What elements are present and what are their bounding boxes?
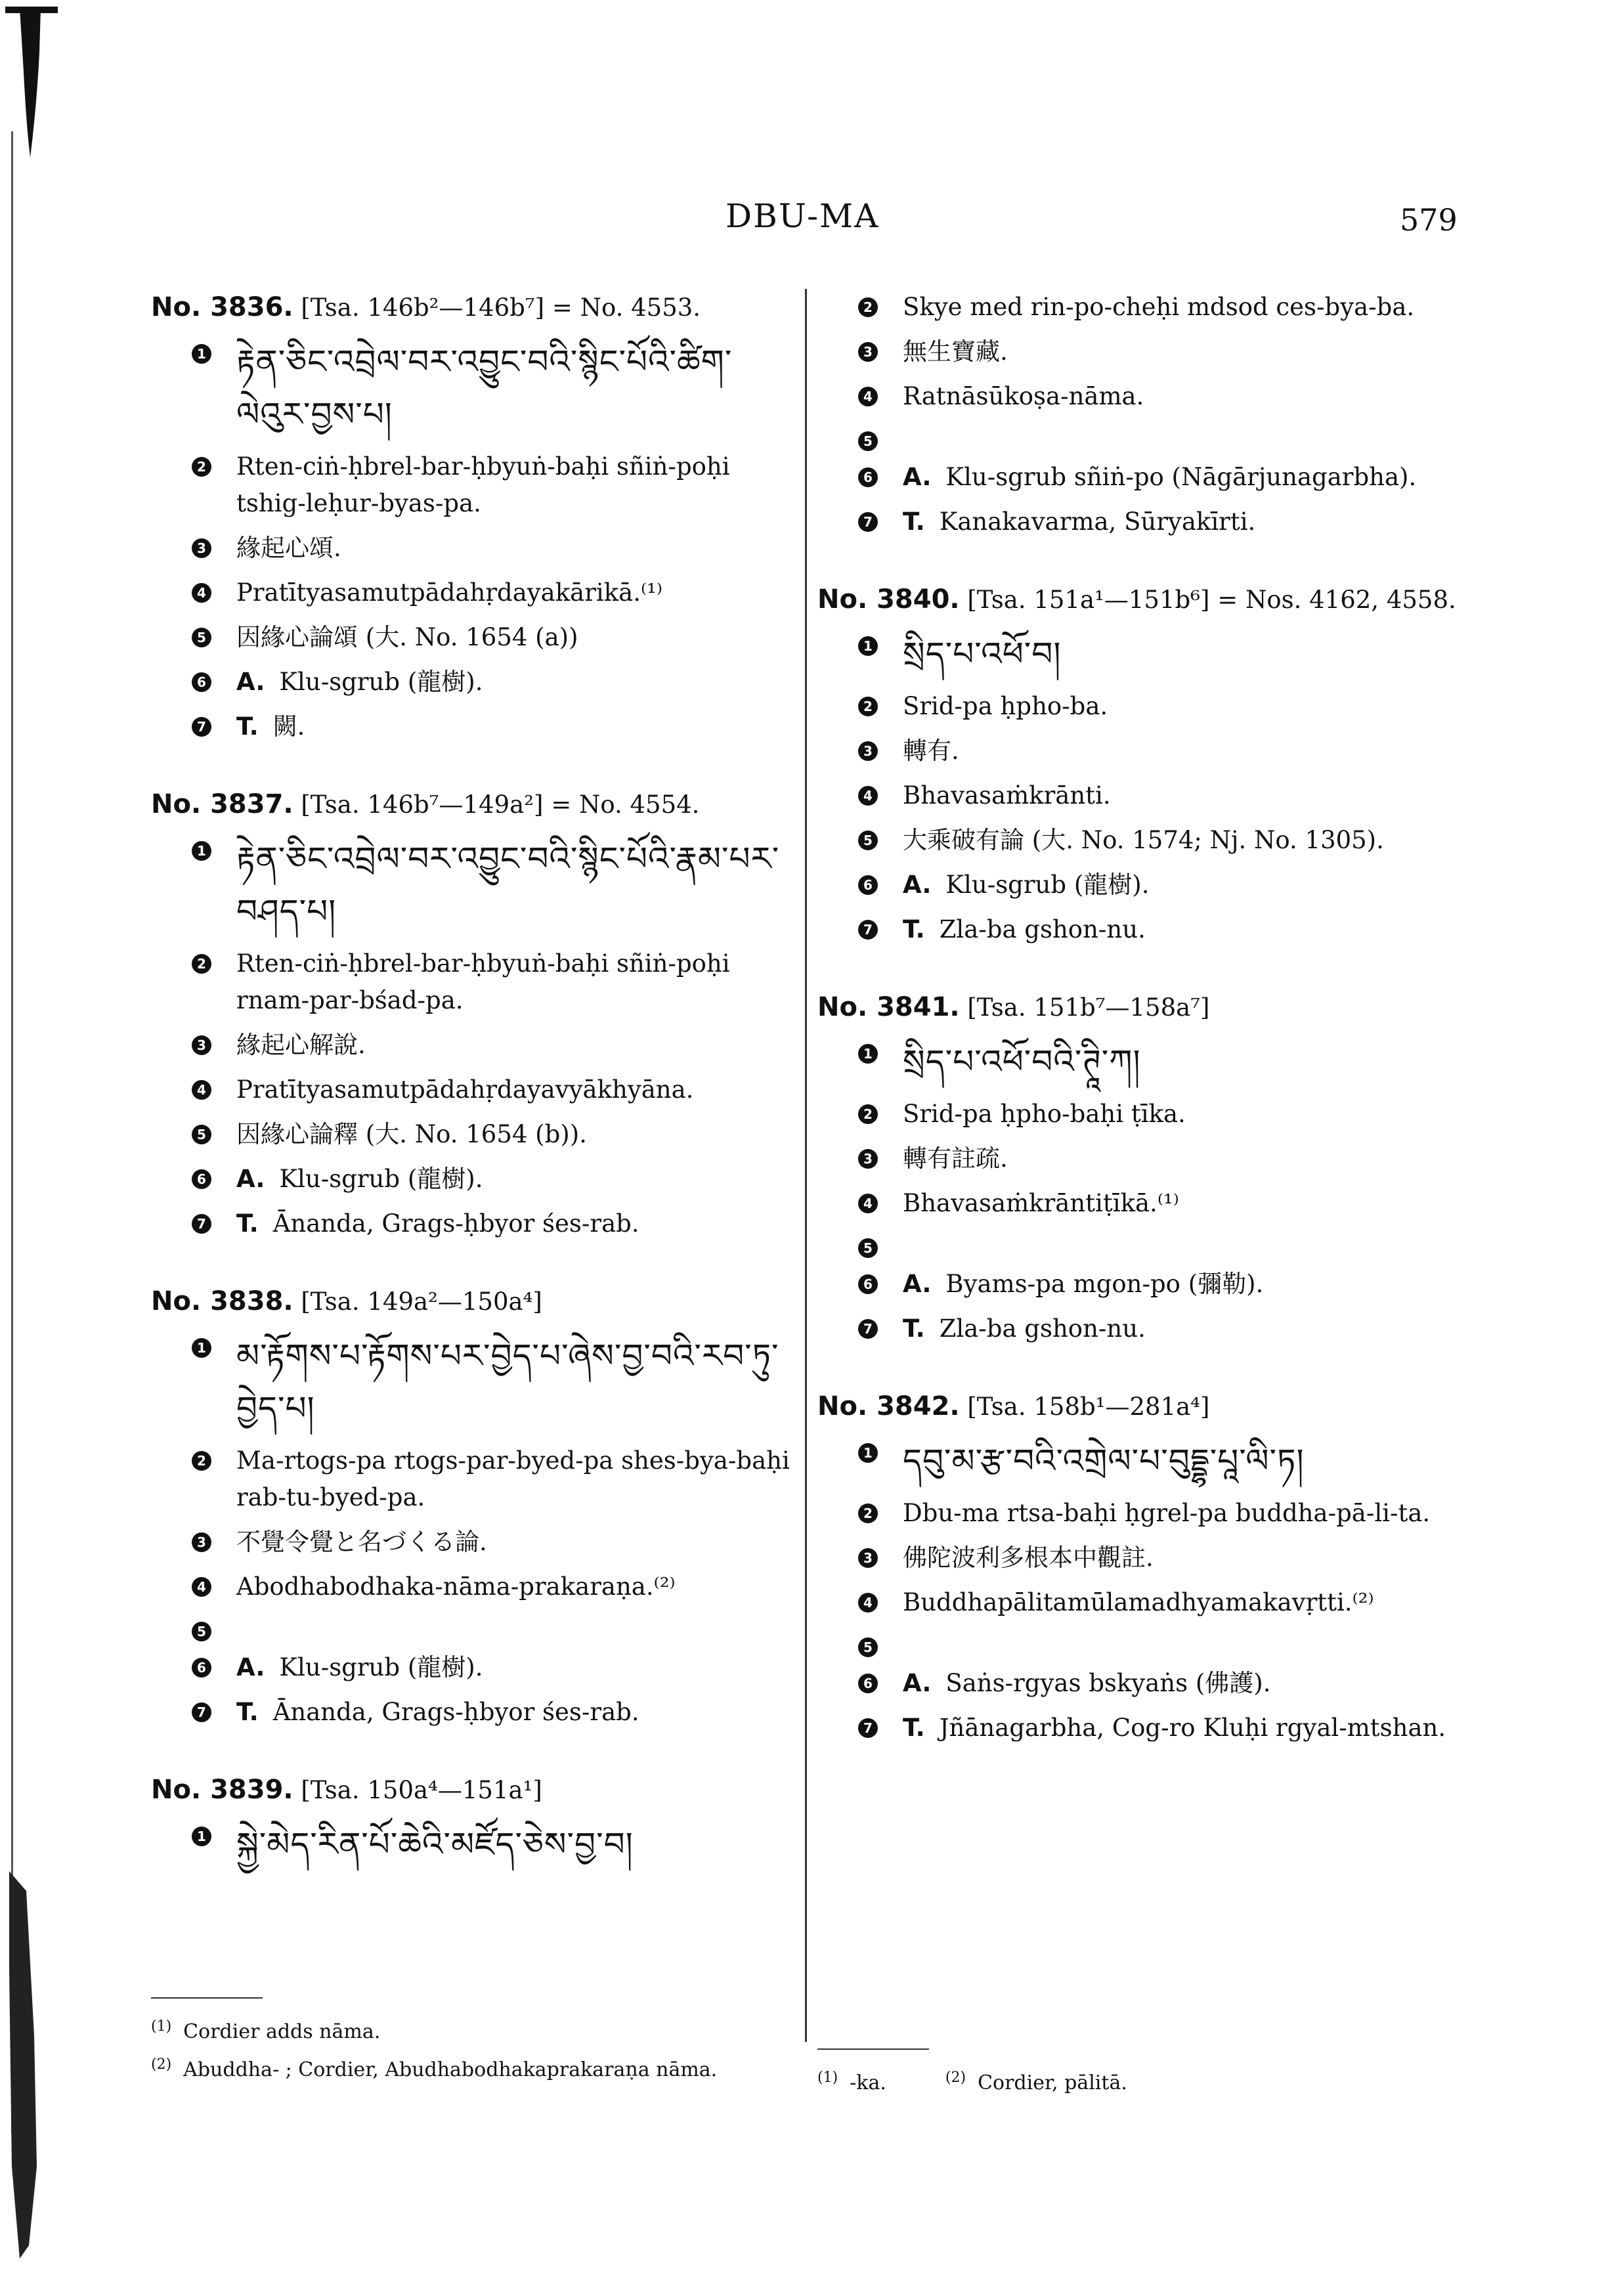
- field-chinese-parallel: [151, 619, 794, 656]
- field-transliteration: [151, 1442, 794, 1516]
- footnote-mark: (1): [817, 2069, 838, 2086]
- field-number: 4: [858, 1593, 878, 1613]
- field-translator: [151, 708, 794, 745]
- field-number: 4: [858, 1194, 878, 1213]
- tibetan-title: སྲིད་པ་འཕོ་བའི་ཊཱི་ཀ།: [903, 1043, 1141, 1081]
- field-number: 7: [192, 717, 211, 737]
- field-number: 3: [858, 741, 878, 761]
- field-number: 4: [858, 786, 878, 806]
- field-author: [151, 1161, 794, 1198]
- field-sanskrit-title: [817, 777, 1481, 814]
- transliteration: Rten-ciṅ-ḥbrel-bar-ḥbyuṅ-baḥi sñiṅ-poḥi tshig-leḥur-byas-pa.: [236, 452, 730, 517]
- field-number: 7: [858, 1718, 878, 1738]
- transliteration: Srid-pa ḥpho-ba.: [903, 692, 1108, 720]
- author: Klu-sgrub (龍樹).: [945, 871, 1150, 899]
- field-number: 5: [192, 628, 211, 647]
- field-chinese-title: [151, 1027, 794, 1064]
- field-number: 3: [858, 342, 878, 362]
- tibetan-title: སྐྱེ་མེད་རིན་པོ་ཆེའི་མཛོད་ཅེས་བྱ་བ།: [236, 1825, 634, 1863]
- field-number: 6: [858, 467, 878, 487]
- tibetan-title: སྲིད་པ་འཕོ་བ།: [903, 635, 1062, 673]
- left-column: [151, 289, 794, 1911]
- catalog-entry-3842: [817, 1388, 1481, 1746]
- field-chinese-title: [817, 1540, 1481, 1576]
- footnote-text: Cordier, pālitā.: [978, 2071, 1127, 2094]
- entry-reference: [Tsa. 151a¹—151b⁶] = Nos. 4162, 4558.: [967, 586, 1456, 614]
- catalog-entry-3840: [817, 581, 1481, 948]
- field-chinese-title: [817, 334, 1481, 370]
- field-chinese-parallel: [817, 1230, 1481, 1258]
- author: Byams-pa mgon-po (彌勒).: [945, 1270, 1264, 1298]
- field-tibetan-title: [151, 1818, 794, 1871]
- field-sanskrit-title: [151, 1569, 794, 1605]
- sanskrit-title: Ratnāsūkoṣa-nāma.: [903, 382, 1144, 410]
- entry-reference: [Tsa. 151b⁷—158a⁷]: [967, 993, 1210, 1022]
- field-number: 6: [192, 1169, 211, 1189]
- author: Klu-sgrub (龍樹).: [279, 1165, 483, 1193]
- field-number: 7: [858, 920, 878, 940]
- transliteration: Skye med rin-po-cheḥi mdsod ces-bya-ba.: [903, 293, 1415, 321]
- entry-reference: [Tsa. 158b¹—281a⁴]: [967, 1393, 1210, 1421]
- author: Saṅs-rgyas bskyaṅs (佛護).: [945, 1669, 1271, 1697]
- footnote-item: [151, 2050, 808, 2085]
- footnote-mark: (2): [151, 2056, 172, 2073]
- field-translator: [817, 1710, 1481, 1746]
- entry-header: [817, 1388, 1481, 1425]
- entry-header: [151, 786, 794, 823]
- sanskrit-title: Buddhapālitamūlamadhyamakavṛtti.⁽²⁾: [903, 1588, 1374, 1616]
- tibetan-title: རྟེན་ཅིང་འབྲེལ་བར་འབྱུང་བའི་སྙིང་པོའི་རྣམ་པར་བཤད་པ།: [236, 840, 780, 930]
- transliteration: Srid-pa ḥpho-baḥi ṭīka.: [903, 1100, 1186, 1128]
- field-number: 2: [858, 697, 878, 716]
- transliteration: Ma-rtogs-pa rtogs-par-byed-pa shes-bya-baḥi rab-tu-byed-pa.: [236, 1446, 790, 1511]
- field-number: 4: [192, 1080, 211, 1100]
- field-number: 3: [192, 538, 211, 558]
- footnotes-left: [151, 1997, 808, 2088]
- catalog-entry-3836: [151, 289, 794, 745]
- chinese-title: 佛陀波利多根本中觀註.: [903, 1544, 1154, 1572]
- field-author: [151, 664, 794, 701]
- field-number: 1: [192, 344, 211, 364]
- field-sanskrit-title: [817, 1584, 1481, 1621]
- footnote-mark: (2): [945, 2069, 966, 2086]
- tibetan-title: དབུ་མ་རྩ་བའི་འགྲེལ་པ་བུདྡྷ་པཱ་ལི་ཏ།: [903, 1442, 1305, 1480]
- translator-label: T.: [903, 1714, 925, 1742]
- field-chinese-parallel: [817, 423, 1481, 451]
- sanskrit-title: Bhavasaṁkrāntiṭīkā.⁽¹⁾: [903, 1189, 1179, 1217]
- catalog-entry-3838: [151, 1283, 794, 1731]
- entry-header: [151, 289, 794, 326]
- field-transliteration: [817, 1096, 1481, 1133]
- field-tibetan-title: [151, 336, 794, 441]
- column-divider: [805, 289, 807, 2042]
- entry-number: No. 3841.: [817, 992, 960, 1022]
- chinese-title: 無生寶藏.: [903, 337, 1008, 366]
- field-author: [817, 1266, 1481, 1303]
- translator: 闕.: [272, 712, 305, 741]
- translator: Ānanda, Grags-ḥbyor śes-rab.: [272, 1698, 639, 1726]
- field-transliteration: [817, 688, 1481, 725]
- translator: Zla-ba gshon-nu.: [939, 915, 1146, 943]
- field-number: 2: [192, 1451, 211, 1471]
- footnote-text: -ka.: [850, 2071, 886, 2094]
- field-chinese-parallel: [817, 1629, 1481, 1657]
- field-number: 3: [192, 1035, 211, 1055]
- transliteration: Rten-ciṅ-ḥbrel-bar-ḥbyuṅ-baḥi sñiṅ-poḥi rnam-par-bśad-pa.: [236, 949, 730, 1014]
- footnote-item: [817, 2063, 1474, 2098]
- entry-number: No. 3842.: [817, 1391, 960, 1421]
- sanskrit-title: Abodhabodhaka-nāma-prakaraṇa.⁽²⁾: [236, 1572, 676, 1601]
- sanskrit-title: Bhavasaṁkrānti.: [903, 781, 1111, 810]
- scan-edge-mark: [0, 0, 79, 2296]
- entry-reference: [Tsa. 149a²—150a⁴]: [301, 1288, 542, 1316]
- field-number: 7: [858, 1319, 878, 1339]
- field-number: 4: [192, 1577, 211, 1597]
- catalog-entry-3837: [151, 786, 794, 1242]
- chinese-parallel: 因緣心論釋 (大. No. 1654 (b)).: [236, 1120, 587, 1148]
- field-number: 7: [858, 512, 878, 532]
- catalog-entry-3839-continued: [817, 289, 1481, 540]
- translator-label: T.: [236, 1698, 259, 1726]
- translator: Jñānagarbha, Cog-ro Kluḥi rgyal-mtshan.: [939, 1714, 1446, 1742]
- right-column: [817, 289, 1481, 1787]
- field-number: 5: [858, 431, 878, 451]
- translator: Ānanda, Grags-ḥbyor śes-rab.: [272, 1209, 639, 1238]
- field-number: 2: [858, 1104, 878, 1124]
- sanskrit-title: Pratītyasamutpādahṛdayavyākhyāna.: [236, 1075, 694, 1104]
- field-number: 2: [858, 1504, 878, 1523]
- field-chinese-title: [151, 530, 794, 567]
- field-number: 2: [192, 457, 211, 477]
- entry-number: No. 3840.: [817, 584, 960, 615]
- translator: Zla-ba gshon-nu.: [939, 1314, 1146, 1343]
- field-number: 1: [192, 1827, 211, 1846]
- field-transliteration: [817, 1495, 1481, 1532]
- author: Klu-sgrub sñiṅ-po (Nāgārjunagarbha).: [945, 463, 1417, 491]
- field-number: 6: [192, 1658, 211, 1678]
- field-number: 7: [192, 1702, 211, 1722]
- field-transliteration: [151, 448, 794, 522]
- field-translator: [817, 1310, 1481, 1347]
- field-tibetan-title: [817, 1035, 1481, 1088]
- chinese-title: 不覺令覺と名づくる論.: [236, 1528, 487, 1556]
- field-author: [817, 867, 1481, 903]
- footnote-rule: [817, 2048, 929, 2050]
- catalog-entry-3841: [817, 989, 1481, 1347]
- field-number: 6: [858, 1674, 878, 1693]
- author: Klu-sgrub (龍樹).: [279, 1653, 483, 1681]
- translator-label: T.: [903, 1314, 925, 1343]
- field-chinese-title: [151, 1524, 794, 1561]
- footnote-text: Cordier adds nāma.: [183, 2020, 381, 2043]
- field-chinese-title: [817, 733, 1481, 769]
- page-number: 579: [1400, 202, 1458, 238]
- author-label: A.: [903, 1270, 932, 1298]
- field-number: 5: [858, 1637, 878, 1657]
- entry-header: [151, 1771, 794, 1809]
- field-number: 6: [858, 875, 878, 895]
- field-sanskrit-title: [151, 574, 794, 611]
- entry-reference: [Tsa. 146b⁷—149a²] = No. 4554.: [301, 791, 700, 819]
- chinese-title: 緣起心頌.: [236, 534, 341, 562]
- entry-header: [817, 989, 1481, 1026]
- field-chinese-parallel: [817, 822, 1481, 859]
- entry-number: No. 3839.: [151, 1775, 293, 1805]
- field-chinese-parallel: [151, 1613, 794, 1641]
- running-header: DBU-MA: [725, 197, 880, 235]
- field-transliteration: [151, 945, 794, 1019]
- field-author: [151, 1649, 794, 1686]
- chinese-parallel: 大乘破有論 (大. No. 1574; Nj. No. 1305).: [903, 826, 1384, 854]
- translator-label: T.: [236, 1209, 259, 1238]
- field-number: 4: [858, 387, 878, 406]
- field-number: 3: [858, 1149, 878, 1169]
- field-number: 7: [192, 1214, 211, 1234]
- translator-label: T.: [903, 915, 925, 943]
- field-sanskrit-title: [817, 1185, 1481, 1222]
- field-sanskrit-title: [151, 1072, 794, 1108]
- field-chinese-title: [817, 1140, 1481, 1177]
- field-tibetan-title: [817, 1435, 1481, 1487]
- field-tibetan-title: [817, 628, 1481, 680]
- footnote-mark: (1): [151, 2018, 172, 2035]
- footnote-text: Abuddha- ; Cordier, Abudhabodhakaprakaraṇa nāma.: [183, 2058, 718, 2081]
- author-label: A.: [236, 1653, 265, 1681]
- entry-reference: [Tsa. 150a⁴—151a¹]: [301, 1776, 542, 1804]
- entry-number: No. 3837.: [151, 789, 293, 819]
- field-translator: [151, 1694, 794, 1731]
- field-number: 1: [192, 841, 211, 861]
- field-number: 2: [858, 297, 878, 317]
- chinese-title: 轉有註疏.: [903, 1144, 1008, 1173]
- field-number: 5: [192, 1125, 211, 1144]
- chinese-title: 緣起心解說.: [236, 1031, 366, 1059]
- sanskrit-title: Pratītyasamutpādahṛdayakārikā.⁽¹⁾: [236, 578, 662, 607]
- tibetan-title: རྟེན་ཅིང་འབྲེལ་བར་འབྱུང་བའི་སྙིང་པོའི་ཚིག་ལེའུར་བྱས་པ།: [236, 343, 733, 433]
- chinese-parallel: 因緣心論頌 (大. No. 1654 (a)): [236, 623, 578, 651]
- field-number: 5: [192, 1622, 211, 1641]
- footnote-rule: [151, 1997, 263, 1999]
- field-tibetan-title: [151, 1330, 794, 1435]
- field-number: 4: [192, 583, 211, 603]
- catalog-entry-3839: [151, 1771, 794, 1871]
- author-label: A.: [236, 668, 265, 696]
- translator-label: T.: [236, 712, 259, 741]
- field-sanskrit-title: [817, 378, 1481, 415]
- field-number: 5: [858, 831, 878, 850]
- field-number: 6: [858, 1274, 878, 1294]
- author-label: A.: [903, 1669, 932, 1697]
- translator: Kanakavarma, Sūryakīrti.: [939, 508, 1256, 536]
- author-label: A.: [903, 871, 932, 899]
- field-tibetan-title: [151, 833, 794, 938]
- field-number: 1: [858, 1443, 878, 1463]
- footnote-item: [151, 2012, 808, 2047]
- field-number: 3: [192, 1532, 211, 1552]
- footnotes-right: [817, 2048, 1474, 2101]
- entry-number: No. 3836.: [151, 292, 293, 322]
- field-number: 6: [192, 672, 211, 692]
- transliteration: Dbu-ma rtsa-baḥi ḥgrel-pa buddha-pā-li-ta.: [903, 1499, 1431, 1527]
- author: Klu-sgrub (龍樹).: [279, 668, 483, 696]
- field-number: 5: [858, 1238, 878, 1258]
- field-number: 3: [858, 1548, 878, 1568]
- field-author: [817, 1665, 1481, 1702]
- entry-reference: [Tsa. 146b²—146b⁷] = No. 4553.: [301, 293, 701, 322]
- field-author: [817, 459, 1481, 496]
- field-number: 2: [192, 954, 211, 974]
- author-label: A.: [236, 1165, 265, 1193]
- field-translator: [817, 911, 1481, 948]
- translator-label: T.: [903, 508, 925, 536]
- field-number: 1: [192, 1338, 211, 1358]
- field-translator: [817, 504, 1481, 540]
- field-chinese-parallel: [151, 1116, 794, 1153]
- field-number: 1: [858, 1044, 878, 1064]
- field-transliteration: [817, 289, 1481, 326]
- author-label: A.: [903, 463, 932, 491]
- entry-header: [151, 1283, 794, 1320]
- entry-number: No. 3838.: [151, 1286, 293, 1316]
- field-number: 1: [858, 636, 878, 656]
- chinese-title: 轉有.: [903, 737, 959, 765]
- field-translator: [151, 1205, 794, 1242]
- entry-header: [817, 581, 1481, 618]
- tibetan-title: མ་རྟོགས་པ་རྟོགས་པར་བྱེད་པ་ཞེས་བྱ་བའི་རབ་ཏུ་བྱེད་པ།: [236, 1337, 779, 1427]
